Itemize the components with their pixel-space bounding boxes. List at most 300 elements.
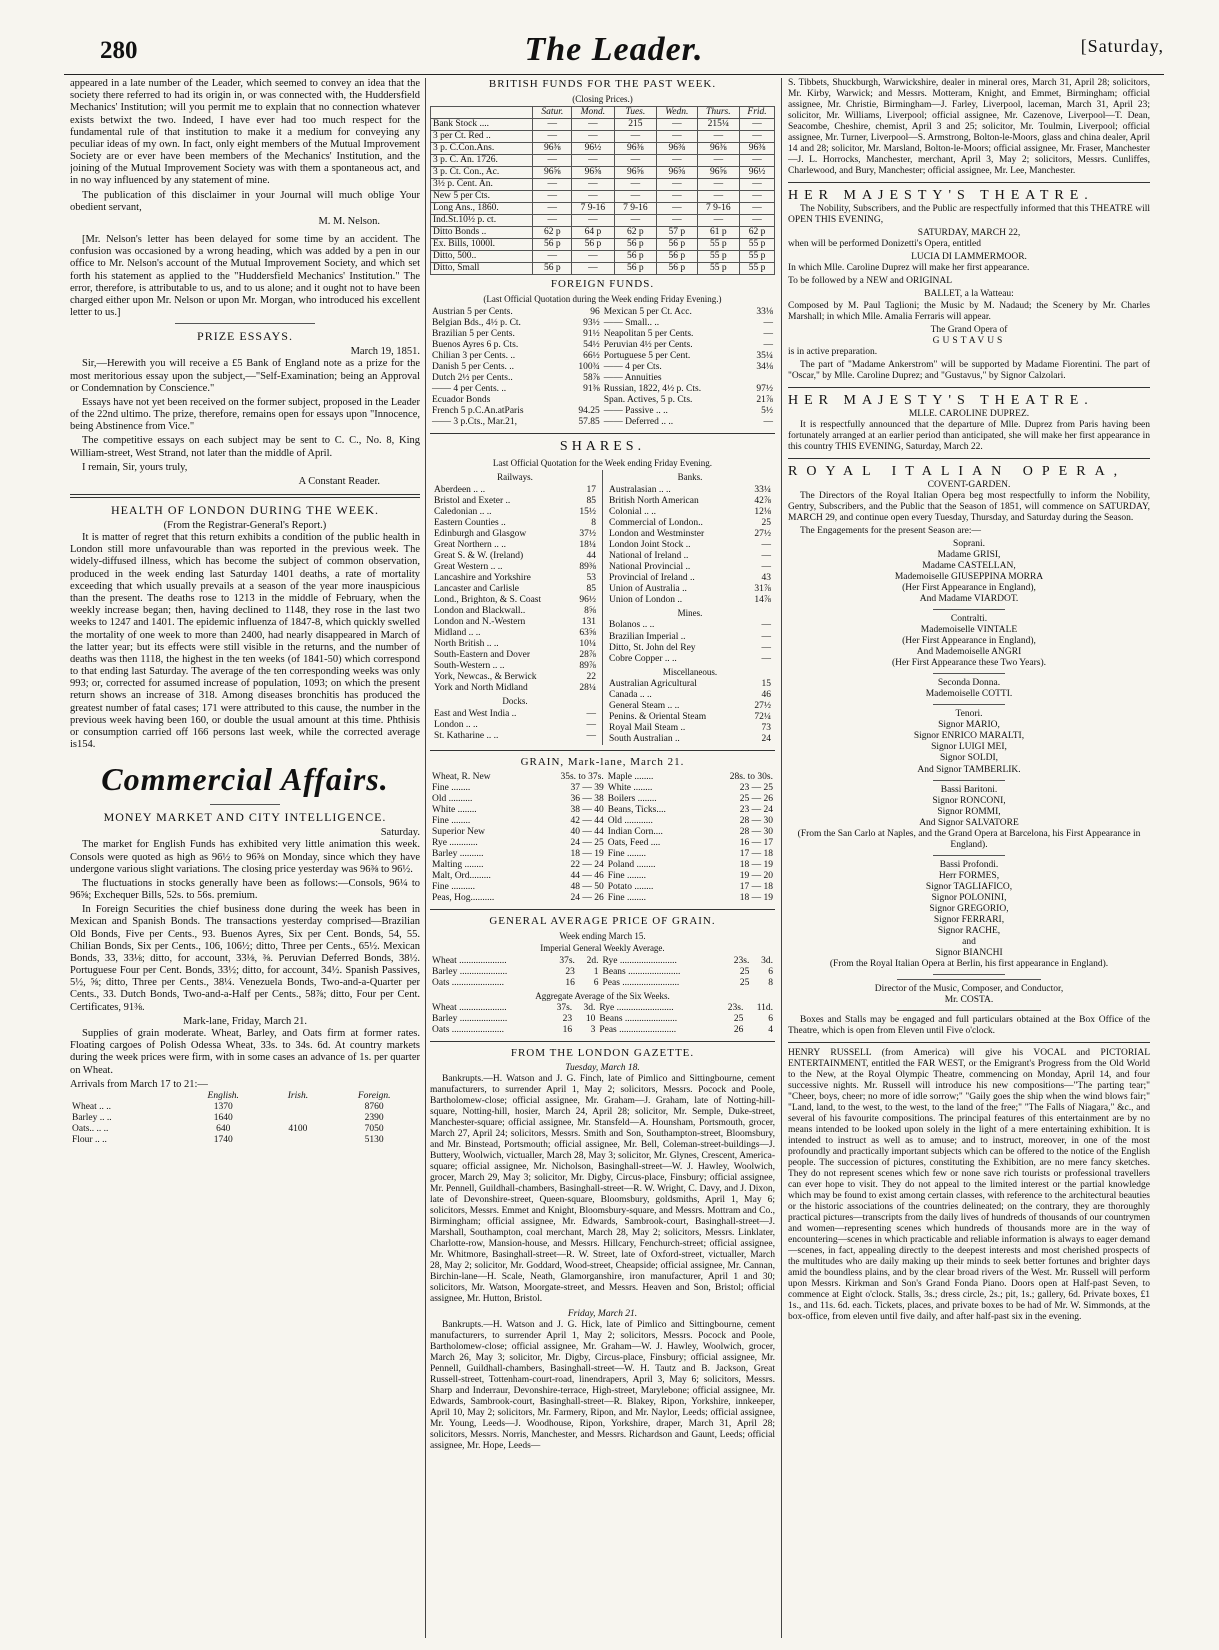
bank-price: — bbox=[761, 561, 771, 572]
railway-name: London and Blackwall.. bbox=[434, 606, 526, 617]
dock-name: St. Katharine .. .. bbox=[434, 730, 499, 741]
table-row bbox=[431, 215, 775, 227]
table-row bbox=[607, 643, 773, 654]
table-row bbox=[607, 496, 773, 507]
gazette-friday-body: Bankrupts.—H. Watson and J. G. Hick, late of Pimlico and Sittingbourne, cement manufacturers, to surrender April 1, May 2; solicitors, Messrs. Pocock and Poole, Bartholomew-close; official assignee, Mr. Graham—W. J. Hawley, Woolwich, grocer, March 26, May 3; solicitor, Mr. Digby, Circus-place, Finsbury; official assignee, Mr. Pennell, Guildhall-chambers, Basinghall-street—W. H. Tautz and B. Jackson, Great Russell-street, Tottenham-court-road, linendrapers, April 3, May 6; solicitors, Messrs. Sharp and Inderraur, Devonshire-terrace, High-street, Marylebone; official assignee, Mr. Edwards, Sambrook-court, Basinghall-street—R. Blakey, Ripon, Yorkshire, innkeeper, April 10, May 2; solicitors, Mr. Farmery, Ripon, and Mr. Naylor, Leeds; official assignee, Mr. Young, Leeds—J. Woodhouse, Ripon, Yorkshire, draper, March 31, April 28; solicitors, Messrs. Norris, Manchester, and Messrs. Richardson and Gaunt, Leeds; official assignee, Mr. Hope, Leeds— bbox=[430, 1320, 775, 1452]
railway-price: 63⅝ bbox=[579, 628, 596, 639]
avg-value: 4 bbox=[768, 1025, 773, 1036]
bank-price: 43 bbox=[761, 573, 771, 583]
avg-value: 23 bbox=[565, 966, 575, 977]
bank-name: Colonial .. .. bbox=[609, 506, 656, 517]
british-funds-table bbox=[430, 106, 775, 275]
mine-price: — bbox=[761, 631, 771, 642]
cast-line: Signor ENRICO MARALTI, bbox=[913, 731, 1025, 742]
cast-line: Signor LUIGI MEI, bbox=[931, 742, 1007, 753]
table-row bbox=[430, 1025, 775, 1036]
foreign-label: —— 3 p.Cts., Mar.21, bbox=[432, 416, 517, 427]
prize-signature: A Constant Reader. bbox=[298, 475, 380, 487]
avg-label: Rye ........................ bbox=[602, 955, 677, 966]
header-day: [Saturday, bbox=[1080, 36, 1164, 56]
column-1 bbox=[70, 78, 420, 1146]
bank-name: Union of Australia .. bbox=[609, 584, 687, 595]
funds-cell: 56 p bbox=[572, 239, 614, 251]
russell-advert: HENRY RUSSELL (from America) will give his VOCAL and PICTORIAL ENTERTAINMENT, entitled the FAR WEST, or the Emigrant's Progress from the Old World to the New, at the Royal Olympic Theatre, commencing on Monday, April 14, and four successive nights. Mr. Russell will introduce his new compositions—"The parting tear;" "Cheer, boys, cheer; no more of idle sorrow;" "Gaily goes the ship when the wind blows fair;" "Land, land, to the west, to the west, to the land of the free;" "The Falls of Niagara," &c., and several of his favourite compositions. The principal features of this entertainment are by no means intended to be looked upon solely in the light of a mere entertaining exhibition. It is intended to instruct as well as to amuse; and to instruct, moreover, in one of the most profoundly and practically important subjects which can be offered to the notice of the English people. The succession of pictures, constituting the Exhibition, are no mere fancy sketches. They do not represent scenes which few or none save rich tourists or professional travellers can ever hope to visit. They do not appeal to the limited interest or the partial knowledge which may be found to exist among certain classes, with reference to the architectural beauties or the historic associations of the countries delineated; on the contrary, they are thoroughly practical pictures—transcripts from the daily lives of hundreds of thousands of our countrymen and women—representing scenes which hundreds of thousands more are in the way of encountering—scenes in which practicable and reliable information is always to eager demand—scenes, in fact, appealing directly to the deepest interests and most cherished prospects of the multitudes who are daily making up their minds to seek better fortunes and brighter days amid the boundless plains, and by the clear broad rivers of the West. Mr. Russell will perform upon Messrs. Kirkman and Son's Grand Fonda Piano. Doors open at Half-past Seven, to commence at Eight o'clock. Stalls, 3s.; dress circle, 2s.; pit, 1s.; gallery, 6d. Private boxes, £1 1s., and 11s. 6d. each. Tickets, places, and private boxes to be had of Mr. W. Simmonds, at the box-office, from eleven until five daily, and after half-past six in the evening. bbox=[788, 1047, 1150, 1323]
table-row bbox=[607, 551, 773, 562]
bank-name: Commercial of London.. bbox=[609, 517, 703, 528]
funds-cell: — bbox=[533, 155, 572, 167]
table-row bbox=[607, 584, 773, 595]
table-row bbox=[432, 709, 598, 720]
arrivals-head: Foreign. bbox=[357, 1090, 391, 1101]
table-row bbox=[432, 720, 598, 731]
theatre-1-appear: In which Mlle. Caroline Duprez will make her first appearance. bbox=[788, 263, 1030, 274]
foreign-label: Mexican 5 per Ct. Acc. bbox=[603, 306, 692, 317]
funds-cell: Ditto, Small bbox=[431, 263, 533, 275]
railway-price: 53 bbox=[586, 573, 596, 583]
grain-label: Maple ........ bbox=[607, 771, 654, 782]
theatre-2-sub: MLLE. CAROLINE DUPREZ. bbox=[908, 408, 1030, 419]
foreign-label: French 5 p.C.An.atParis bbox=[432, 405, 524, 416]
grain-value: 18 — 19 bbox=[739, 859, 773, 870]
table-row bbox=[432, 628, 598, 639]
misc-name: South Australian .. bbox=[609, 734, 680, 745]
foreign-value: 34⅛ bbox=[756, 361, 773, 372]
avg-value: 3 bbox=[590, 1025, 596, 1036]
funds-cell: — bbox=[657, 191, 697, 203]
funds-cell: 96½ bbox=[740, 167, 775, 179]
railway-name: Eastern Counties .. bbox=[434, 517, 506, 528]
avg-value: 2d. bbox=[586, 955, 599, 966]
opera-engagements: The Engagements for the present Season are:— bbox=[800, 526, 981, 537]
weekly-average-table bbox=[430, 956, 775, 989]
table-row bbox=[607, 701, 773, 712]
foreign-funds-title: FOREIGN FUNDS. bbox=[550, 278, 655, 291]
foreign-value: 96 bbox=[590, 306, 600, 317]
table-row: Barley .. .. 1640 2390 bbox=[72, 1112, 384, 1123]
marklane-title: Mark-lane, Friday, March 21. bbox=[182, 1015, 308, 1027]
table-row bbox=[431, 203, 775, 215]
grain-value: 25 — 26 bbox=[739, 793, 773, 804]
table-row bbox=[430, 351, 775, 362]
railway-price: 17 bbox=[586, 484, 596, 495]
funds-cell: 55 p bbox=[697, 263, 740, 275]
docks-heading: Docks. bbox=[502, 696, 528, 707]
avg-value: 3d. bbox=[761, 955, 773, 966]
bank-price: — bbox=[761, 550, 771, 561]
railway-price: 96½ bbox=[579, 595, 596, 606]
gazette-tuesday: Tuesday, March 18. bbox=[565, 1062, 640, 1073]
funds-cell: — bbox=[740, 203, 775, 215]
table-row bbox=[430, 1014, 775, 1025]
theatre-1-intro: The Nobility, Subscribers, and the Public are respectfully informed that this THEATRE will OPEN THIS EVENING, bbox=[788, 204, 1150, 226]
funds-cell: — bbox=[657, 119, 697, 131]
grain-value: 23 — 25 bbox=[739, 782, 773, 793]
funds-cell: 96⅝ bbox=[572, 167, 614, 179]
prize-date: March 19, 1851. bbox=[350, 346, 420, 358]
shares-left bbox=[430, 470, 603, 745]
railway-price: 89⅜ bbox=[579, 561, 596, 572]
cast-line: (Her First Appearance in England), bbox=[902, 583, 1036, 594]
arrivals-head: English. bbox=[207, 1090, 239, 1101]
cast-line: Signor GREGORIO, bbox=[929, 903, 1009, 914]
column-divider bbox=[781, 78, 782, 1638]
misc-name: Australian Agricultural bbox=[609, 678, 697, 689]
table-row bbox=[430, 816, 775, 827]
grain-label: Fine ........ bbox=[607, 848, 647, 859]
table-row bbox=[430, 772, 775, 783]
railway-price: 10¼ bbox=[579, 639, 596, 650]
avg-value: 25 bbox=[733, 1014, 744, 1025]
six-week-average-table bbox=[430, 1003, 775, 1036]
misc-name: Penins. & Oriental Steam bbox=[609, 712, 707, 723]
grain-value: 24 — 25 bbox=[570, 837, 604, 848]
divider bbox=[933, 855, 1005, 856]
funds-cell: — bbox=[740, 179, 775, 191]
cast-line: and bbox=[962, 936, 976, 947]
cast-line: (Her First Appearance these Two Years). bbox=[891, 658, 1047, 669]
avg-label: Peas ........................ bbox=[599, 1025, 677, 1036]
column-2 bbox=[430, 78, 775, 1454]
funds-cell: — bbox=[572, 155, 614, 167]
masthead: The Leader. bbox=[524, 31, 704, 68]
bank-name: National Provincial .. bbox=[609, 561, 691, 572]
table-row bbox=[430, 783, 775, 794]
opera-sub: COVENT-GARDEN. bbox=[927, 480, 1011, 491]
average-title: GENERAL AVERAGE PRICE OF GRAIN. bbox=[489, 915, 716, 928]
cast-line: Herr FORMES, bbox=[938, 870, 1000, 881]
funds-cell: 57 p bbox=[657, 227, 697, 239]
foreign-value: 35¼ bbox=[756, 350, 773, 361]
arrivals-head: Irish. bbox=[287, 1090, 309, 1101]
funds-header: Wedn. bbox=[657, 107, 697, 119]
divider bbox=[788, 458, 1150, 459]
bank-price: 42⅞ bbox=[754, 495, 771, 506]
table-row bbox=[432, 485, 598, 496]
health-source: (From the Registrar-General's Report.) bbox=[163, 519, 327, 531]
prize-para: Essays have not yet been received on the former subject, proposed in the Leader of the 22nd ultimo. The prize, therefore, remains open for essays upon "Innocence, being Abstinence from Vice." bbox=[70, 396, 420, 433]
table-row bbox=[431, 263, 775, 275]
grain-label: Wheat, R. New bbox=[432, 771, 491, 782]
foreign-value: 58⅞ bbox=[583, 372, 600, 383]
table-row bbox=[430, 838, 775, 849]
table-row bbox=[430, 384, 775, 395]
prize-title: PRIZE ESSAYS. bbox=[197, 329, 293, 344]
bank-price: 12⅛ bbox=[754, 506, 771, 517]
avg-value: 37s. bbox=[559, 955, 575, 966]
funds-cell: 55 p bbox=[740, 239, 775, 251]
funds-cell: Bank Stock .... bbox=[431, 119, 533, 131]
grain-label: Fine ........ bbox=[432, 815, 471, 826]
table-row bbox=[432, 551, 598, 562]
avg-value: 26 bbox=[733, 1025, 744, 1036]
editor-note: [Mr. Nelson's letter has been delayed for some time by an accident. The confusion was occasioned by a wrong heading, which was added by a pen in our office to Mr. Nelson's account of the Mutual Improvement Society, and which set forth his statement as applied to the "Huddersfield Mechanics' Institution." The error, therefore, is attributable to us, and to us alone; and it ought not to have been charged either upon Mr. Nelson or upon Mr. Morgan, who introduced his excellent letter to us.] bbox=[70, 234, 420, 319]
table-row bbox=[431, 131, 775, 143]
table-row bbox=[432, 650, 598, 661]
bank-name: London and Westminster bbox=[609, 528, 705, 539]
grain-label: Poland ........ bbox=[607, 859, 656, 870]
mine-name: Bolanos .. .. bbox=[609, 620, 655, 631]
grain-value: 37 — 39 bbox=[570, 782, 604, 793]
page-header bbox=[64, 30, 1164, 70]
docks-list bbox=[432, 709, 598, 742]
railway-name: Bristol and Exeter .. bbox=[434, 495, 511, 506]
opera-boxes: Boxes and Stalls may be engaged and full particulars obtained at the Box Office of the Theatre, which is open from Eleven until Five o'clock. bbox=[788, 1014, 1150, 1036]
grain-label: Superior New bbox=[432, 826, 486, 837]
bank-name: London Joint Stock .. bbox=[609, 539, 691, 550]
avg-value: 23s. bbox=[727, 1003, 744, 1014]
grain-title: GRAIN, Mark-lane, March 21. bbox=[520, 756, 685, 769]
funds-cell: 96⅝ bbox=[533, 167, 572, 179]
funds-cell: 96⅜ bbox=[740, 143, 775, 155]
cast-line: Signor POLONINI, bbox=[931, 892, 1007, 903]
avg-label: Beans ...................... bbox=[599, 1014, 678, 1025]
cast-heading: Contralti. bbox=[950, 614, 988, 625]
table-row bbox=[607, 529, 773, 540]
table-row bbox=[432, 584, 598, 595]
bank-price: 31⅞ bbox=[754, 584, 771, 595]
grain-value: 44 — 46 bbox=[570, 870, 604, 881]
railway-price: 8⅝ bbox=[584, 606, 596, 617]
funds-cell: — bbox=[740, 191, 775, 203]
foreign-value: 97½ bbox=[756, 383, 773, 394]
misc-price: 73 bbox=[761, 723, 771, 734]
grain-value: 28 — 30 bbox=[739, 815, 773, 826]
foreign-label: Brazilian 5 per Cents. bbox=[432, 328, 515, 339]
railway-price: 28¼ bbox=[579, 683, 596, 694]
funds-cell: — bbox=[657, 203, 697, 215]
foreign-label: Danish 5 per Cents. .. bbox=[432, 361, 515, 372]
foreign-value: 5½ bbox=[761, 405, 773, 416]
dock-name: London .. .. bbox=[434, 719, 478, 730]
avg-value: 25 bbox=[739, 966, 750, 977]
grain-label: Fine .......... bbox=[432, 881, 476, 892]
foreign-label: Portuguese 5 per Cent. bbox=[603, 350, 691, 361]
funds-cell: 96⅝ bbox=[697, 167, 740, 179]
foreign-label: Belgian Bds., 4½ p. Ct. bbox=[432, 317, 521, 328]
railway-price: 85 bbox=[586, 495, 596, 506]
table-row bbox=[607, 562, 773, 573]
grain-label: Rye ............ bbox=[432, 837, 478, 848]
funds-cell: Ditto Bonds .. bbox=[431, 227, 533, 239]
divider bbox=[897, 1010, 1042, 1011]
funds-cell: — bbox=[572, 131, 614, 143]
foreign-value: 57.85 bbox=[578, 416, 600, 427]
grain-value: 48 — 50 bbox=[570, 881, 604, 892]
railway-price: 44 bbox=[586, 550, 596, 561]
theatre-1-part: The part of "Madame Ankerstrom" will be supported by Madame Fiorentini. The part of "Oscar," by Mlle. Caroline Duprez; and "Gustavus," by Signor Calzolari. bbox=[788, 359, 1150, 381]
avg-label: Beans ...................... bbox=[602, 966, 681, 977]
misc-name: General Steam .. .. bbox=[609, 701, 680, 712]
grain-value: 38 — 40 bbox=[570, 804, 604, 815]
avg-value: 25 bbox=[739, 977, 750, 988]
funds-cell: — bbox=[657, 155, 697, 167]
foreign-label: —— 4 per Cts. bbox=[603, 361, 662, 372]
table-row bbox=[607, 518, 773, 529]
grain-table bbox=[430, 772, 775, 904]
avg-value: 16 bbox=[565, 977, 575, 988]
avg-label: Rye ........................ bbox=[599, 1003, 674, 1014]
funds-cell: — bbox=[533, 203, 572, 215]
table-row bbox=[430, 373, 775, 384]
bank-price: 33¼ bbox=[754, 484, 771, 495]
funds-cell: — bbox=[657, 131, 697, 143]
funds-cell: — bbox=[614, 191, 656, 203]
divider bbox=[933, 974, 1005, 975]
table-row bbox=[432, 617, 598, 628]
table-row bbox=[431, 239, 775, 251]
cast-line: Mademoiselle GIUSEPPINA MORRA bbox=[894, 572, 1044, 583]
page-number: 280 bbox=[100, 37, 138, 64]
avg-label: Barley .................... bbox=[432, 966, 508, 977]
divider bbox=[788, 387, 1150, 388]
money-market-title: MONEY MARKET AND CITY INTELLIGENCE. bbox=[103, 810, 387, 825]
funds-cell: 3 p. C. An. 1726. bbox=[431, 155, 533, 167]
misc-name: Royal Mail Steam .. bbox=[609, 723, 686, 734]
table-row bbox=[430, 871, 775, 882]
funds-cell: 56 p bbox=[533, 239, 572, 251]
grain-label: Old ............ bbox=[607, 815, 653, 826]
railways-heading: Railways. bbox=[497, 472, 533, 483]
foreign-value bbox=[566, 395, 602, 406]
table-row bbox=[607, 723, 773, 734]
divider bbox=[788, 182, 1150, 183]
cast-line: Madame CASTELLAN, bbox=[922, 561, 1016, 572]
table-row bbox=[432, 606, 598, 617]
foreign-label: Ecuador Bonds bbox=[432, 394, 491, 405]
funds-cell: 56 p bbox=[614, 239, 656, 251]
bank-name: Provincial of Ireland .. bbox=[609, 573, 695, 583]
mines-list bbox=[607, 620, 773, 664]
avg-value: 8 bbox=[768, 977, 773, 988]
avg-value: 23 bbox=[562, 1014, 573, 1025]
theatre-1-opera: LUCIA DI LAMMERMOOR. bbox=[911, 252, 1027, 263]
grain-label: White ........ bbox=[607, 782, 653, 793]
funds-cell: — bbox=[740, 119, 775, 131]
divider bbox=[430, 909, 775, 910]
funds-cell: Ex. Bills, 1000l. bbox=[431, 239, 533, 251]
table-row bbox=[432, 661, 598, 672]
table-row bbox=[432, 573, 598, 584]
funds-cell: — bbox=[614, 215, 656, 227]
table-row bbox=[432, 672, 598, 683]
gazette-continued: S. Tibbets, Shuckburgh, Warwickshire, dealer in mineral ores, March 31, April 28; solicitors, Mr. Kirby, Warwick; and Messrs. Motteram, Knight, and Emmet, Birmingham; official assignee, Mr. Christie, Birmingham—J. Farley, Liverpool, laceman, March 31, April 23; solicitor, Mr. Williams, Liverpool; official assignee, Mr. Cazenove, Liverpool—T. Dean, Seacombe, Cheshire, chemist, April 3 and 25; solicitor, Mr. Toulmin, Liverpool; official assignee, Mr. Turner, Liverpool—S. Armstrong, Bolton-le-Moors, glass and china dealer, April 14 and 28; solicitor, Mr. Marsland, Bolton-le-Moors; official assignee, Mr. Fraser, Manchester—J. L. Horrocks, Manchester, merchant, April 3, May 2; solicitors, Messrs. Cunliffes, Charlewood, and Bury, Manchester; official assignee, Mr. Lee, Manchester. bbox=[788, 78, 1150, 177]
table-row bbox=[430, 340, 775, 351]
funds-cell: 56 p bbox=[614, 251, 656, 263]
grain-value: 16 — 17 bbox=[739, 837, 773, 848]
bank-name: British North American bbox=[609, 495, 699, 506]
railway-price: 15½ bbox=[579, 506, 596, 517]
funds-cell: — bbox=[657, 215, 697, 227]
foreign-value: — bbox=[763, 328, 773, 339]
funds-cell: 55 p bbox=[697, 251, 740, 263]
funds-cell: 96⅜ bbox=[614, 143, 656, 155]
railway-price: 18¼ bbox=[579, 539, 596, 550]
table-row bbox=[432, 518, 598, 529]
foreign-value: 93½ bbox=[583, 317, 600, 328]
railway-name: Aberdeen .. .. bbox=[434, 484, 486, 495]
aggregate-caption: Aggregate Average of the Six Weeks. bbox=[535, 990, 670, 1001]
theatre-1-gustavus: GUSTAVUS bbox=[932, 335, 1006, 346]
funds-cell: 7 9-16 bbox=[614, 203, 656, 215]
grain-label: Fine ........ bbox=[607, 870, 647, 881]
mine-price: — bbox=[761, 620, 771, 631]
funds-cell: — bbox=[740, 215, 775, 227]
funds-cell: 7 9-16 bbox=[697, 203, 740, 215]
funds-cell: — bbox=[697, 155, 740, 167]
misc-price: 15 bbox=[761, 678, 771, 689]
funds-cell: — bbox=[697, 179, 740, 191]
divider bbox=[70, 494, 420, 498]
letter-closing: The publication of this disclaimer in your Journal will much oblige Your obedient servant, bbox=[70, 189, 420, 213]
shares-right bbox=[603, 470, 776, 745]
table-row bbox=[430, 967, 775, 978]
mine-name: Brazilian Imperial .. bbox=[609, 631, 686, 642]
foreign-label: —— Annuities bbox=[603, 372, 662, 383]
divider bbox=[933, 704, 1005, 705]
theatre-1-composed: Composed by M. Paul Taglioni; the Music by M. Nadaud; the Scenery by Mr. Charles Marshall; in which Mlle. Amalia Ferraris will appear. bbox=[788, 300, 1150, 322]
opera-costa: Mr. COSTA. bbox=[944, 994, 994, 1005]
health-body: It is matter of regret that this return exhibits a condition of the public health in London still more unfavourable than was reported in the previous week. The widely-diffused illness, which has become the subject of common observation, produced in the week ending last Saturday 1401 deaths, a rate of mortality exceeding that which usually prevails at a season of the year more inauspicious than the present. The deaths rose to 1213 in the middle of February, when the weekly increase began; then, having declined to 1148, they rose in the last two weeks to 1247 and 1401. The epidemic influenza of 1847-8, which quickly swelled the mortality of one week to more than 2400, had nearly disappeared in March of the latter year; but its effects were still visible in the returns, and the number of deaths was then 1118, the highest in the ten weeks (of 1841-50) which correspond to that ending last Saturday. The average of the ten corresponding weeks was only 993; or, corrected for assumed increase of population, 1093; on which the present return shows an increase of 318. Among diseases bronchitis has produced the greatest number of fatal cases; 171 were attributed to this cause, the number in the previous week having been 160, or double the usual amount at this time. Phthisis or consumption carried off 166 persons last week, while the corrected average is154. bbox=[70, 532, 420, 751]
foreign-label: Peruvian 4½ per Cents. bbox=[603, 339, 693, 350]
grain-label: Indian Corn.... bbox=[607, 826, 663, 837]
foreign-value: — bbox=[763, 339, 773, 350]
gazette-friday: Friday, March 21. bbox=[567, 1309, 638, 1320]
divider bbox=[788, 1042, 1150, 1043]
bank-price: — bbox=[761, 539, 771, 550]
opera-body: The Directors of the Royal Italian Opera beg most respectfully to inform the Nobility, Gentry, Subscribers, and the Public that the Season of 1851, will commence on SATURDAY, MARCH 29, and continue open every Tuesday, Thursday, and Saturday during the Season. bbox=[788, 491, 1150, 524]
shares-table bbox=[430, 470, 775, 745]
funds-header: Tues. bbox=[614, 107, 656, 119]
funds-cell: — bbox=[614, 131, 656, 143]
cast-line: Signor BIANCHI bbox=[935, 947, 1003, 958]
cast-heading: Tenori. bbox=[955, 709, 983, 720]
cast-heading: Soprani. bbox=[953, 539, 985, 550]
railway-name: Lancaster and Carlisle bbox=[434, 584, 519, 595]
railway-name: York and North Midland bbox=[434, 683, 528, 694]
avg-value: 6 bbox=[593, 977, 599, 988]
mine-name: Cobre Copper .. .. bbox=[609, 653, 677, 664]
table-row bbox=[432, 731, 598, 742]
table-row bbox=[607, 679, 773, 690]
grain-value: 18 — 19 bbox=[570, 848, 604, 859]
avg-label: Wheat .................... bbox=[432, 1003, 507, 1014]
funds-cell: 56 p bbox=[657, 263, 697, 275]
divider bbox=[933, 609, 1005, 610]
funds-cell: — bbox=[533, 251, 572, 263]
table-row bbox=[607, 507, 773, 518]
theatre-1-title: HER MAJESTY'S THEATRE. bbox=[788, 188, 1094, 204]
foreign-value: — bbox=[763, 317, 773, 328]
opera-director: Director of the Music, Composer, and Conductor, bbox=[874, 983, 1064, 994]
foreign-value: 94.25 bbox=[578, 405, 600, 416]
letter-body: appeared in a late number of the Leader, which seemed to convey an idea that the society there referred to had its origin in, or was connected with, the Huddersfield Mechanics' Institution; will you permit me to explain that no connection whatever exists betwixt the two. Indeed, I have ever had too much respect for the fundamental rule of that institution to make it a medium for conveying any peculiar ideas of my own. In fact, only eight members of the Mutual Improvement Society are or ever have been members of the Mechanics' Institution, and the joining of the Mutual Improvement Society was with them a spontaneous act, and in no way influenced by any statement of mine. bbox=[70, 78, 420, 187]
table-row bbox=[430, 395, 775, 406]
table-row bbox=[430, 406, 775, 417]
money-para: In Foreign Securities the chief business done during the week has been in Mexican and Spanish Bonds. The transactions yesterday comprised—Brazilian Old Bonds, Five per Cents., 93. Buenos Ayres, Six per Cent. Bonds, 54, 55. Chilian Bonds, Six per Cents., 106, 106½; ditto, Three per Cents., 65½. Mexican Bonds, 33, 33⅛; ditto, for account, 33⅛, ⅜. Peruvian Deferred Bonds, 38½. Portuguese Four per Cent. Bonds, 33½; ditto, for account, 34½. Spanish Passives, 5½, ⅝; ditto, Three per Cents., 38¼. Venezuela Bonds, Two-and-a-Quarter per Cents., 33. Dutch Bonds, Two-and-a-Half per Cents., 58⅞; ditto, Four per Cent. Certificates, 91⅜. bbox=[70, 904, 420, 1013]
table-row bbox=[430, 1003, 775, 1014]
grain-label: Boilers ........ bbox=[607, 793, 657, 804]
grain-value: 19 — 20 bbox=[739, 870, 773, 881]
grain-value: 17 — 18 bbox=[739, 881, 773, 892]
bank-price: 25 bbox=[761, 517, 771, 528]
divider bbox=[175, 323, 315, 324]
grain-label: Fine ........ bbox=[432, 782, 471, 793]
theatre-2-title: HER MAJESTY'S THEATRE. bbox=[788, 392, 1094, 408]
table-row bbox=[430, 893, 775, 904]
avg-label: Oats ...................... bbox=[432, 1025, 505, 1036]
funds-cell: — bbox=[657, 179, 697, 191]
table-row bbox=[432, 496, 598, 507]
